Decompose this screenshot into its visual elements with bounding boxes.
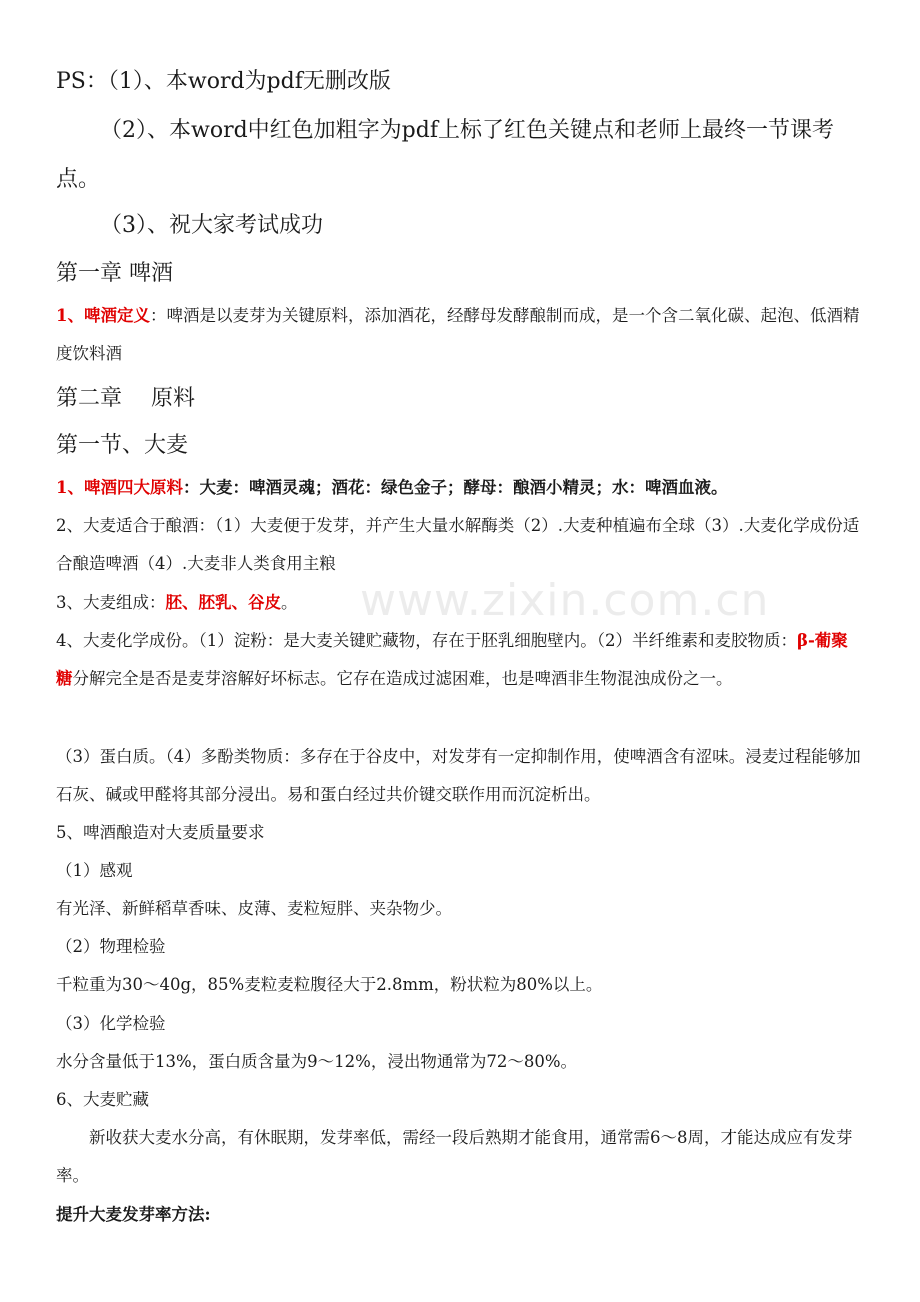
- section-barley-title: 第一节、大麦: [56, 433, 189, 458]
- chapter-1-title: 第一章 啤酒: [56, 261, 173, 286]
- item-4-chemical-composition: [56, 622, 864, 698]
- item3-red: 胚、胚乳、谷皮: [165, 593, 281, 612]
- def-text: 啤酒是以麦芽为关键原料，添加酒花，经酵母发酵酿制而成，是一个含二氧化碳、起泡、低酒精度饮料酒: [56, 306, 860, 363]
- item-1-four-materials: [56, 469, 864, 507]
- chemical-text: 水分含量低于13%，蛋白质含量为9～12%，浸出物通常为72～80%。: [56, 1052, 578, 1071]
- improve-germination-title: 提升大麦发芽率方法:: [56, 1205, 211, 1224]
- sensory-text: 有光泽、新鲜稻草香味、皮薄、麦粒短胖、夹杂物少。: [56, 899, 452, 918]
- item3-pre: 3、大麦组成：: [56, 593, 166, 612]
- item-4-continued: （3）蛋白质。（4）多酚类物质：多存在于谷皮中，对发芽有一定抑制作用，使啤酒含有涩味。浸麦过程能够加石灰、碱或甲醛将其部分浸出。易和蛋白经过共价键交联作用而沉淀析出。: [56, 747, 861, 804]
- item-6-barley-storage: 6、大麦贮藏: [56, 1090, 149, 1109]
- item-2-barley-suitability: 2、大麦适合于酿酒：（1）大麦便于发芽，并产生大量水解酶类（2）.大麦种植遍布全球（3）.大麦化学成份适合酿造啤酒（4）.大麦非人类食用主粮: [56, 516, 860, 573]
- item4-pre: 4、大麦化学成份。（1）淀粉：是大麦关键贮藏物，存在于胚乳细胞壁内。（2）半纤维素和麦胶物质：: [56, 631, 797, 650]
- chemical-label: （3）化学检验: [56, 1014, 166, 1033]
- def-label: 啤酒定义: [83, 306, 150, 325]
- ps-line-2: （2）、本word中红色加粗字为pdf上标了红色关键点和老师上最终一节课考点。: [56, 118, 834, 192]
- item1-label: 啤酒四大原料: [83, 478, 183, 497]
- def-num: 1、: [56, 306, 84, 325]
- watermark: www.zixin.com.cn: [360, 575, 770, 626]
- item-3-barley-composition: [56, 584, 864, 622]
- sensory-label: （1）感观: [56, 861, 133, 880]
- chapter-2-title: 第二章 原料: [56, 386, 195, 411]
- storage-text: 新收获大麦水分高，有休眠期，发芽率低，需经一段后熟期才能食用，通常需6～8周，才能达成应有发芽率。: [56, 1128, 853, 1185]
- def-colon: ：: [149, 306, 167, 325]
- item1-num: 1、: [56, 478, 84, 497]
- physical-text: 千粒重为30～40g，85%麦粒麦粒腹径大于2.8mm，粉状粒为80%以上。: [56, 975, 603, 994]
- item4-red: β-葡聚糖: [56, 631, 848, 688]
- item-5-quality-requirements: 5、啤酒酿造对大麦质量要求: [56, 823, 265, 842]
- ps-line-1: PS：（1）、本word为pdf无删改版: [56, 69, 391, 94]
- beer-definition: [56, 297, 864, 373]
- ps-line-3: （3）、祝大家考试成功: [100, 213, 323, 238]
- physical-label: （2）物理检验: [56, 937, 166, 956]
- item3-post: 。: [281, 593, 298, 612]
- item1-text: ：大麦：啤酒灵魂；酒花：绿色金子；酵母：酿酒小精灵；水：啤酒血液。: [182, 478, 728, 497]
- item4-post: 分解完全是否是麦芽溶解好坏标志。它存在造成过滤困难，也是啤酒非生物混浊成份之一。: [72, 669, 733, 688]
